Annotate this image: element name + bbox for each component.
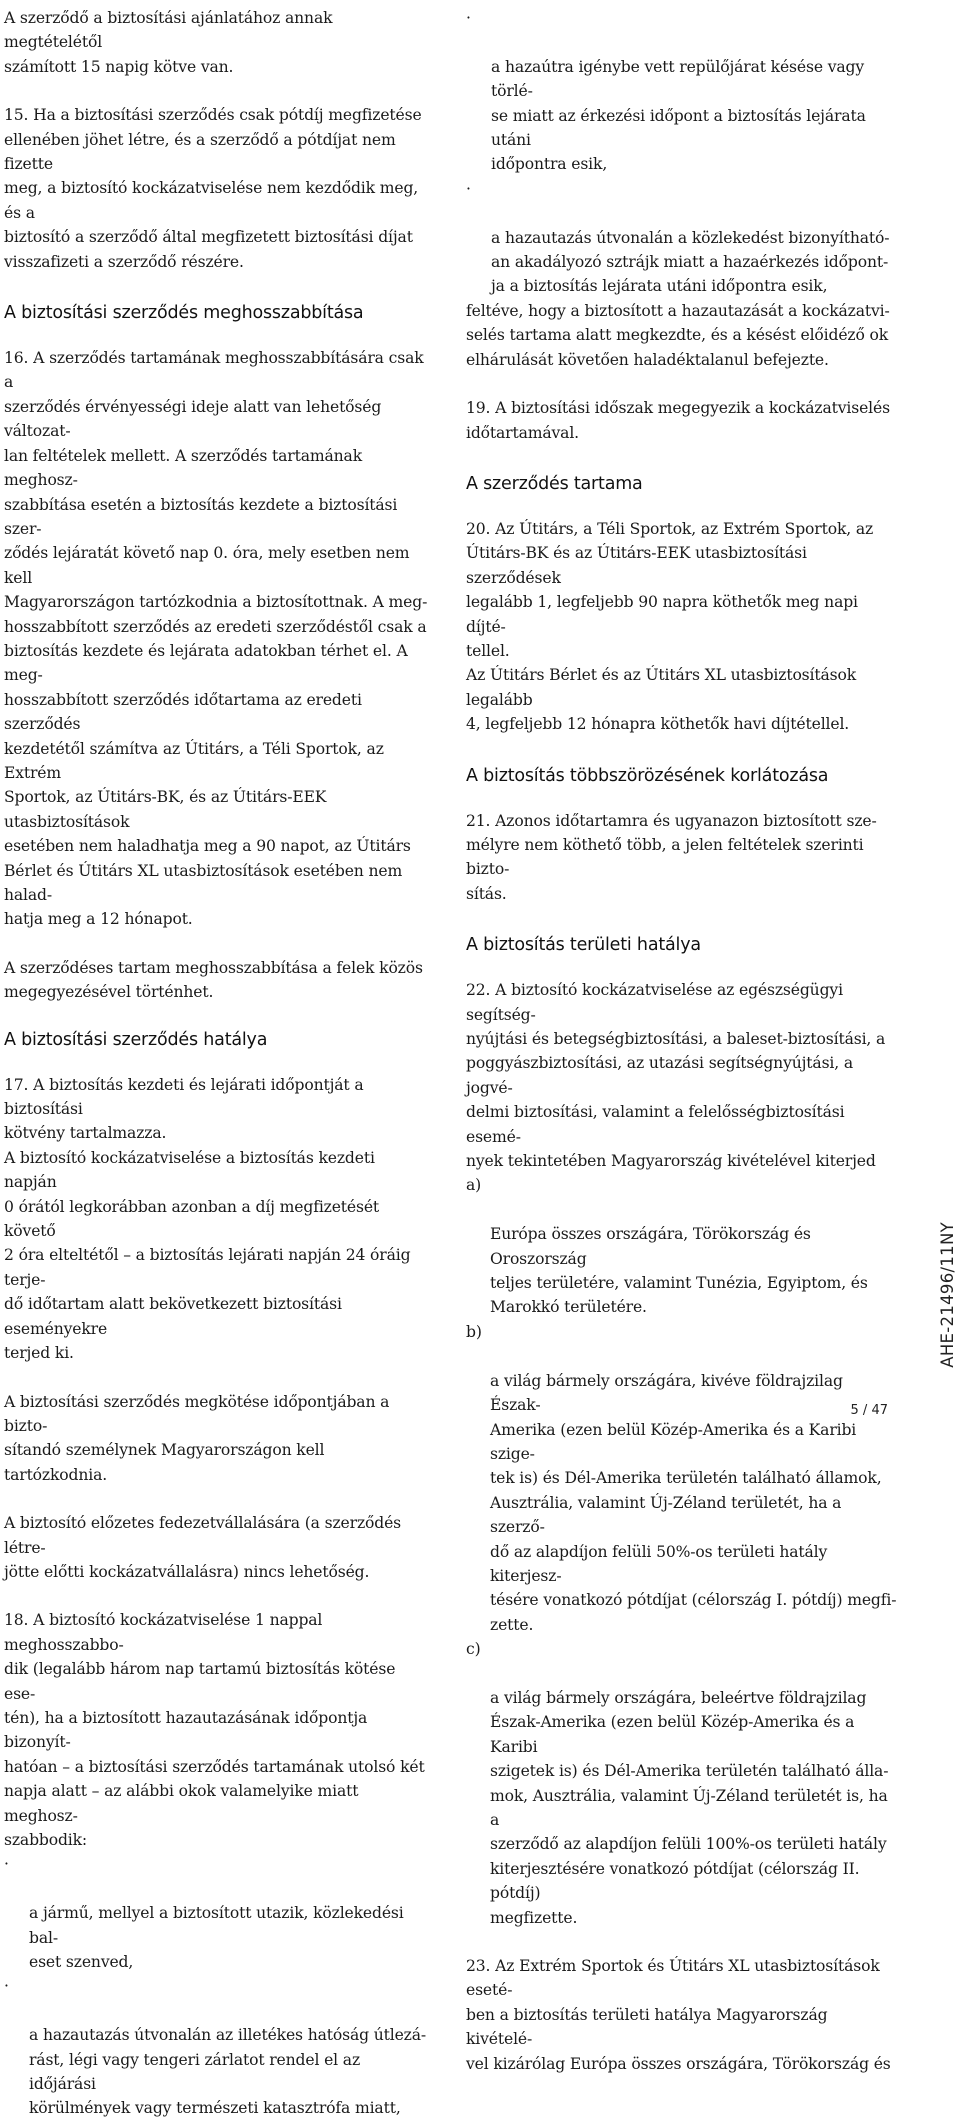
left-column xyxy=(4,6,428,2121)
bullet-text: a hazautazás útvonalán a közlekedést bizonyítható- an akadályozó sztrájk miatt a hazaérkezés időpont- ja a biztosítás lejárata utáni időpontra esik, xyxy=(491,228,890,296)
paragraph-23: 23. Az Extrém Sportok és Útitárs XL utasbiztosítások eseté- ben a biztosítás területi hatálya Magyarország kivételé- vel kizárólag Európa összes országára, Törökország és xyxy=(466,1957,891,2073)
page-number: 5 / 47 xyxy=(850,1403,888,1418)
bullet-text: a hazaútra igénybe vett repülőjárat késése vagy törlé- se miatt az érkezési időpont a biztosítás lejárata utáni időpontra esik, xyxy=(491,57,866,174)
heading-extension: A biztosítási szerződés meghosszabbítása xyxy=(4,303,364,324)
bullet-marker: · xyxy=(466,9,471,27)
list-item xyxy=(466,6,898,177)
heading-territory: A biztosítás területi hatálya xyxy=(466,935,701,956)
heading-effect: A biztosítási szerződés hatálya xyxy=(4,1029,268,1050)
paragraph-22: 22. A biztosító kockázatviselése az egészségügyi segítség- nyújtási és betegségbiztosítási, a baleset-biztosítási, a poggyászbiztosítási, az utazási segítségnyújtási, a jogvé- delmi biztosítási, valamint a felelősségbiztosítási esemé- nyek tekintetében Magyarország kivételével kiterjed xyxy=(466,981,886,1171)
item-marker: c) xyxy=(466,1640,481,1659)
paragraph-20: 20. Az Útitárs, a Téli Sportok, az Extrém Sportok, az Útitárs-BK és az Útitárs-EEK utasbiztosítási szerződések legalább 1, legfeljebb 90 napra köthetők meg napi díjté- tellel. Az Útitárs Bérlet és az Útitárs XL utasbiztosítások legalább 4, legfeljebb 12 hónapra köthetők havi díjtétellel. xyxy=(466,519,874,734)
paragraph-16b: A szerződéses tartam meghosszabbítása a felek közös megegyezésével történhet. xyxy=(4,958,423,1002)
list-item xyxy=(466,1637,898,1930)
bullet-marker: · xyxy=(4,1977,9,1996)
paragraph-18: 18. A biztosító kockázatviselése 1 nappal meghosszabbo- dik (legalább három nap tartamú biztosítás kötése ese- tén), ha a biztosított hazautazásának időpontja bizonyít- hatóan – a biztosítási szerződés tartamának utolsó két napja alatt – az alábbi okok valamelyike miatt meghosz- szabbodik: xyxy=(4,1611,425,1849)
paragraph-17: 17. A biztosítás kezdeti és lejárati időpontját a biztosítási kötvény tartalmazza. A biztosító kockázatviselése a biztosítás kezdeti napján 0 órától legkorábban azonban a díj megfizetését követő 2 óra elteltétől – a biztosítás lejárati napján 24 óráig terje- dő időtartam alatt bekövetkezett biztosítási eseményekre terjed ki. xyxy=(4,1075,411,1363)
paragraph-14-tail: A szerződő a biztosítási ajánlatához annak megtételétől számított 15 napig kötve van. xyxy=(4,9,333,76)
paragraph-17c: A biztosító előzetes fedezetvállalására (a szerződés létre- jötte előtti kockázatvállalásra) nincs lehetőség. xyxy=(4,1514,402,1581)
list-item xyxy=(4,1852,428,1974)
item-text: a világ bármely országára, kivéve földrajzilag Észak- Amerika (ezen belül Közép-Amerika és a Karibi szige- tek is) és Dél-Amerika területén található államok, Ausztrália, valamint Új-Zéland területét, ha a szerző- dő az alapdíjon felüli 50%-os területi hatály kiterjesz- tésére vonatkozó pótdíjat (célország I. pótdíj) megfi- zette. xyxy=(490,1371,897,1634)
list-item xyxy=(4,1974,428,2120)
item-text: Európa összes országára, Törökország és Oroszország teljes területére, valamint Tunézia, Egyiptom, és Marokkó területére. xyxy=(490,1225,868,1317)
list-item xyxy=(466,1320,898,1637)
bullet-text: a jármű, mellyel a biztosított utazik, közlekedési bal- eset szenved, xyxy=(29,1904,404,1972)
right-column xyxy=(466,6,898,2076)
paragraph-18-tail: feltéve, hogy a biztosított a hazautazását a kockázatvi- selés tartama alatt megkezdte, és a késést előidéző ok elhárulását követően haladéktalanul befejezte. xyxy=(466,301,890,369)
list-item xyxy=(466,1173,898,1319)
item-marker: a) xyxy=(466,1176,482,1195)
paragraph-17b: A biztosítási szerződés megkötése időpontjában a bizto- sítandó személynek Magyarországon kell tartózkodnia. xyxy=(4,1392,390,1484)
paragraph-21: 21. Azonos időtartamra és ugyanazon biztosított sze- mélyre nem köthető több, a jelen feltételek szerinti bizto- sítás. xyxy=(466,811,877,903)
heading-term: A szerződés tartama xyxy=(466,473,643,494)
item-text: a világ bármely országára, beleértve földrajzilag Észak-Amerika (ezen belül Közép-Amerika és a Karibi szigetek is) és Dél-Amerika területén található álla- mok, Ausztrália, valamint Új-Zéland területét is, ha a szerződő az alapdíjon felüli 100%-os területi hatály kiterjesztésére vonatkozó pótdíjat (célország II. pótdíj) megfizette. xyxy=(490,1688,889,1927)
paragraph-16: 16. A szerződés tartamának meghosszabbítására csak a szerződés érvényességi ideje alatt van lehetőség változat- lan feltételek mellett. A szerződés tartamának meghosz- szabbítása esetén a biztosítás kezdete a biztosítási szer- ződés lejáratát követő nap 0. óra, mely esetben nem kell Magyarországon tartózkodnia a biztosítottnak. A meg- hosszabbított szerződés az eredeti szerződéstől csak a biztosítás kezdete és lejárata adatokban térhet el. A meg- hosszabbított szerződés időtartama az eredeti szerződés kezdetétől számítva az Útitárs, a Téli Sportok, az Extrém Sportok, az Útitárs-BK, és az Útitárs-EEK utasbiztosítások esetében nem haladhatja meg a 90 napot, az Útitárs Bérlet és Útitárs XL utasbiztosítások esetében nem halad- hatja meg a 12 hónapot. xyxy=(4,349,428,929)
list-item xyxy=(466,177,898,299)
bullet-marker: · xyxy=(466,179,471,198)
bullet-marker: · xyxy=(4,1855,9,1874)
paragraph-15: 15. Ha a biztosítási szerződés csak pótdíj megfizetése ellenében jöhet létre, és a szerződő a pótdíjat nem fizette meg, a biztosító kockázatviselése nem kezdődik meg, és a biztosító a szerződő által megfizetett biztosítási díjat visszafizeti a szerződő részére. xyxy=(4,106,422,271)
heading-multi: A biztosítás többszörözésének korlátozása xyxy=(466,765,829,786)
paragraph-19: 19. A biztosítási időszak megegyezik a kockázatviselés időtartamával. xyxy=(466,399,890,442)
document-code: AHE-21496/11NY xyxy=(938,1222,957,1368)
bullet-text: a hazautazás útvonalán az illetékes hatóság útlezá- rást, légi vagy tengeri zárlatot rendel el az időjárási körülmények vagy természeti katasztrófa miatt, xyxy=(29,2026,426,2118)
item-marker: b) xyxy=(466,1322,482,1341)
